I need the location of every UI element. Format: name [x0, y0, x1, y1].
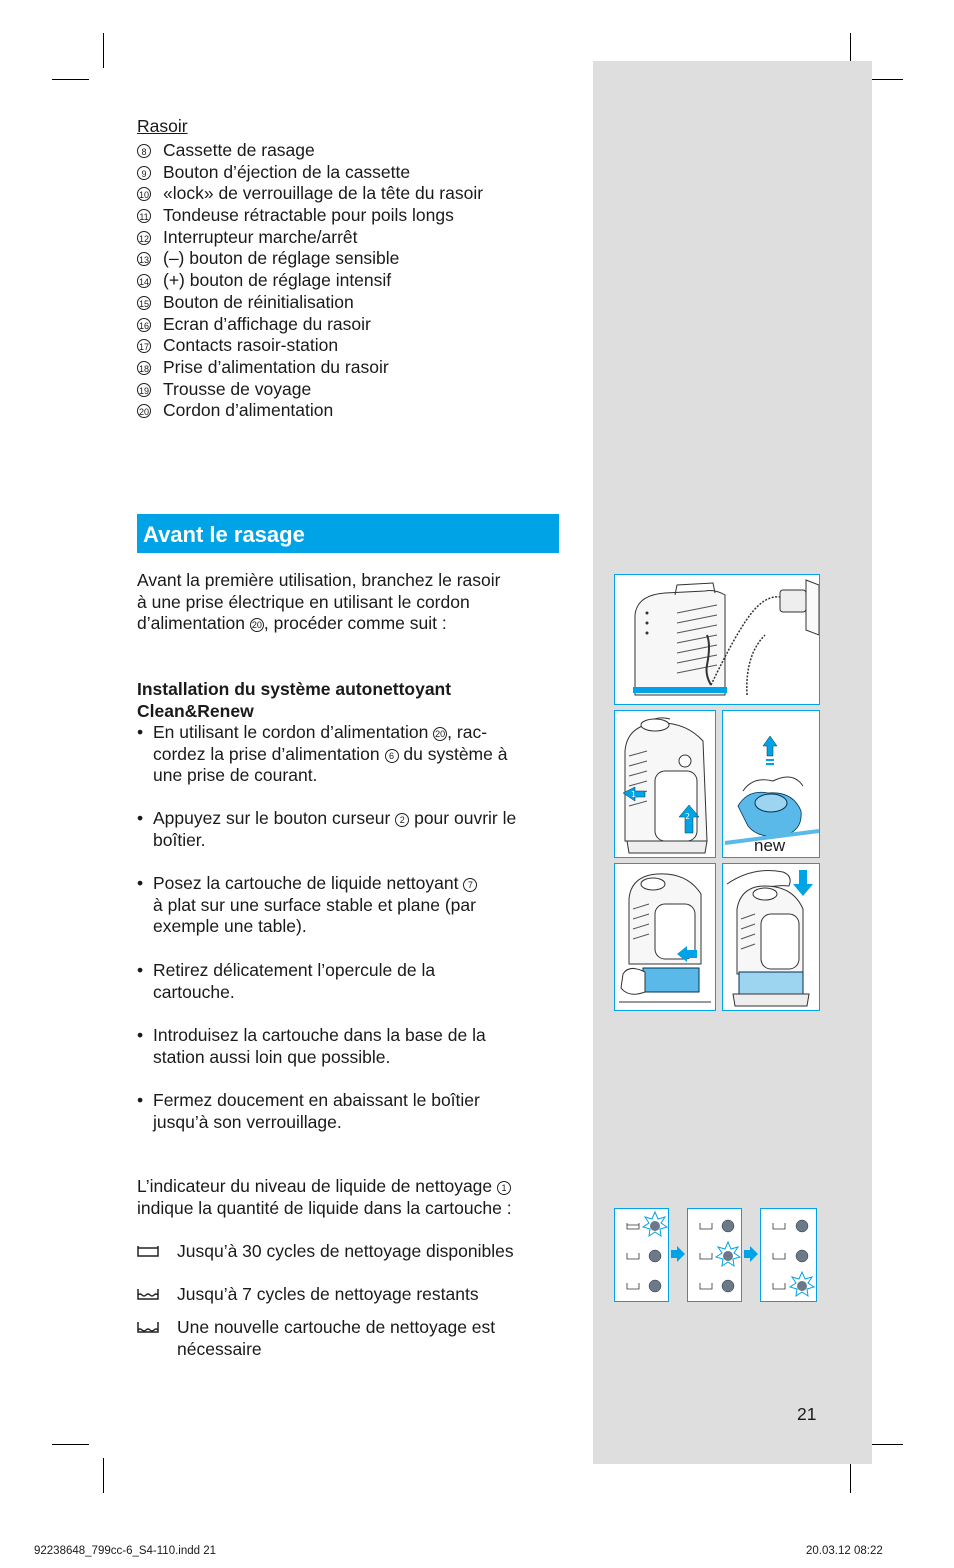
part-number: 13: [137, 252, 151, 266]
ref-number: 2: [395, 813, 409, 827]
led-panel-illustration: [688, 1209, 742, 1302]
station-plug-illustration: [615, 575, 820, 705]
level-full-icon: [137, 1245, 159, 1257]
intro-line: à une prise électrique en utilisant le cordon: [137, 591, 470, 612]
part-number: 20: [137, 404, 151, 418]
arrow-right-icon: [671, 1246, 685, 1262]
part-number: 11: [137, 209, 151, 223]
parts-list-item: [137, 227, 483, 249]
close-station-illustration: [723, 864, 820, 1011]
part-number: 16: [137, 318, 151, 332]
ref-number: 20: [251, 620, 262, 631]
part-label: Bouton de réinitialisation: [163, 291, 354, 312]
ref-number: 6: [385, 749, 399, 763]
part-label: Prise d’alimentation du rasoir: [163, 356, 389, 377]
crop-mark: [103, 33, 104, 68]
part-number: 14: [137, 274, 151, 288]
part-number: 10: [137, 187, 151, 201]
arrow-right-icon: [744, 1246, 758, 1262]
figure-insert-cartridge: [614, 863, 716, 1011]
part-number: 15: [137, 296, 151, 310]
level-empty-icon: [137, 1321, 159, 1333]
part-label: Ecran d’affichage du rasoir: [163, 313, 371, 334]
parts-list-item: [137, 205, 483, 227]
part-number: 19: [137, 383, 151, 397]
figure-open-station: [614, 710, 716, 858]
parts-list-item: [137, 162, 483, 184]
parts-list-item: [137, 270, 483, 292]
parts-list-item: [137, 335, 483, 357]
part-number: 18: [137, 361, 151, 375]
part-label: (–) bouton de réglage sensible: [163, 248, 400, 269]
part-label: Bouton d’éjection de la cassette: [163, 161, 411, 182]
parts-list-item: [137, 140, 483, 162]
part-label: Interrupteur marche/arrêt: [163, 226, 358, 247]
figure-close-station: [722, 863, 820, 1011]
parts-list-item: [137, 314, 483, 336]
led-panel-full: [614, 1208, 669, 1302]
parts-title: Rasoir: [137, 116, 188, 136]
page-number: 21: [797, 1404, 817, 1424]
part-number: 8: [137, 144, 151, 158]
intro-line: Avant la première utilisation, branchez le rasoir: [137, 570, 501, 590]
part-label: Contacts rasoir-station: [163, 335, 339, 356]
led-panel-empty: [760, 1208, 817, 1302]
parts-list-item: [137, 183, 483, 205]
install-title: Installation du système autonettoyant Clean&Renew: [137, 679, 452, 721]
footer-file-info: 92238648_799cc-6_S4-110.indd 21: [34, 1545, 217, 1557]
ref-number: 1: [497, 1181, 511, 1195]
parts-list-item: [137, 292, 483, 314]
insert-cartridge-illustration: [615, 864, 716, 1011]
led-panel-low: [687, 1208, 742, 1302]
open-station-illustration: [615, 711, 716, 858]
part-label: Cassette de rasage: [163, 140, 315, 160]
parts-list-item: [137, 379, 483, 401]
led-panel-illustration: [761, 1209, 817, 1302]
crop-mark: [52, 79, 89, 80]
led-panel-illustration: [615, 1209, 669, 1302]
part-number: 17: [137, 339, 151, 353]
indicator-paragraph: L’indicateur du niveau de liquide de nettoyage 1 indique la quantité de liquide dans la cartouche :: [137, 1176, 512, 1218]
crop-mark: [103, 1458, 104, 1493]
parts-list: [137, 140, 483, 422]
ref-number: 20: [435, 729, 446, 739]
parts-list-item: [137, 248, 483, 270]
part-label: Cordon d’alimentation: [163, 400, 334, 421]
intro-line: d’alimentation 20 , procéder comme suit :: [137, 613, 447, 634]
part-label: (+) bouton de réglage intensif: [163, 270, 392, 291]
parts-list-item: [137, 400, 483, 422]
part-label: Tondeuse rétractable pour poils longs: [163, 205, 454, 226]
part-label: «lock» de verrouillage de la tête du rasoir: [163, 183, 484, 204]
level-low-icon: [137, 1288, 159, 1300]
parts-list-item: [137, 357, 483, 379]
intro-paragraph: [137, 570, 567, 635]
step-label: 2: [685, 812, 691, 821]
figure-station-plug: [614, 574, 820, 705]
footer-date: 20.03.12 08:22: [806, 1545, 883, 1557]
part-label: Trousse de voyage: [163, 378, 312, 399]
section-heading-bar: [137, 514, 559, 553]
figure-new-cartridge: [722, 710, 820, 858]
step-label: 1: [631, 790, 637, 799]
part-number: 9: [137, 166, 151, 180]
ref-number: 7: [463, 878, 477, 892]
part-number: 12: [137, 231, 151, 245]
new-label: new: [754, 836, 786, 855]
crop-mark: [52, 1444, 89, 1445]
section-heading: Avant le rasage: [143, 522, 305, 547]
